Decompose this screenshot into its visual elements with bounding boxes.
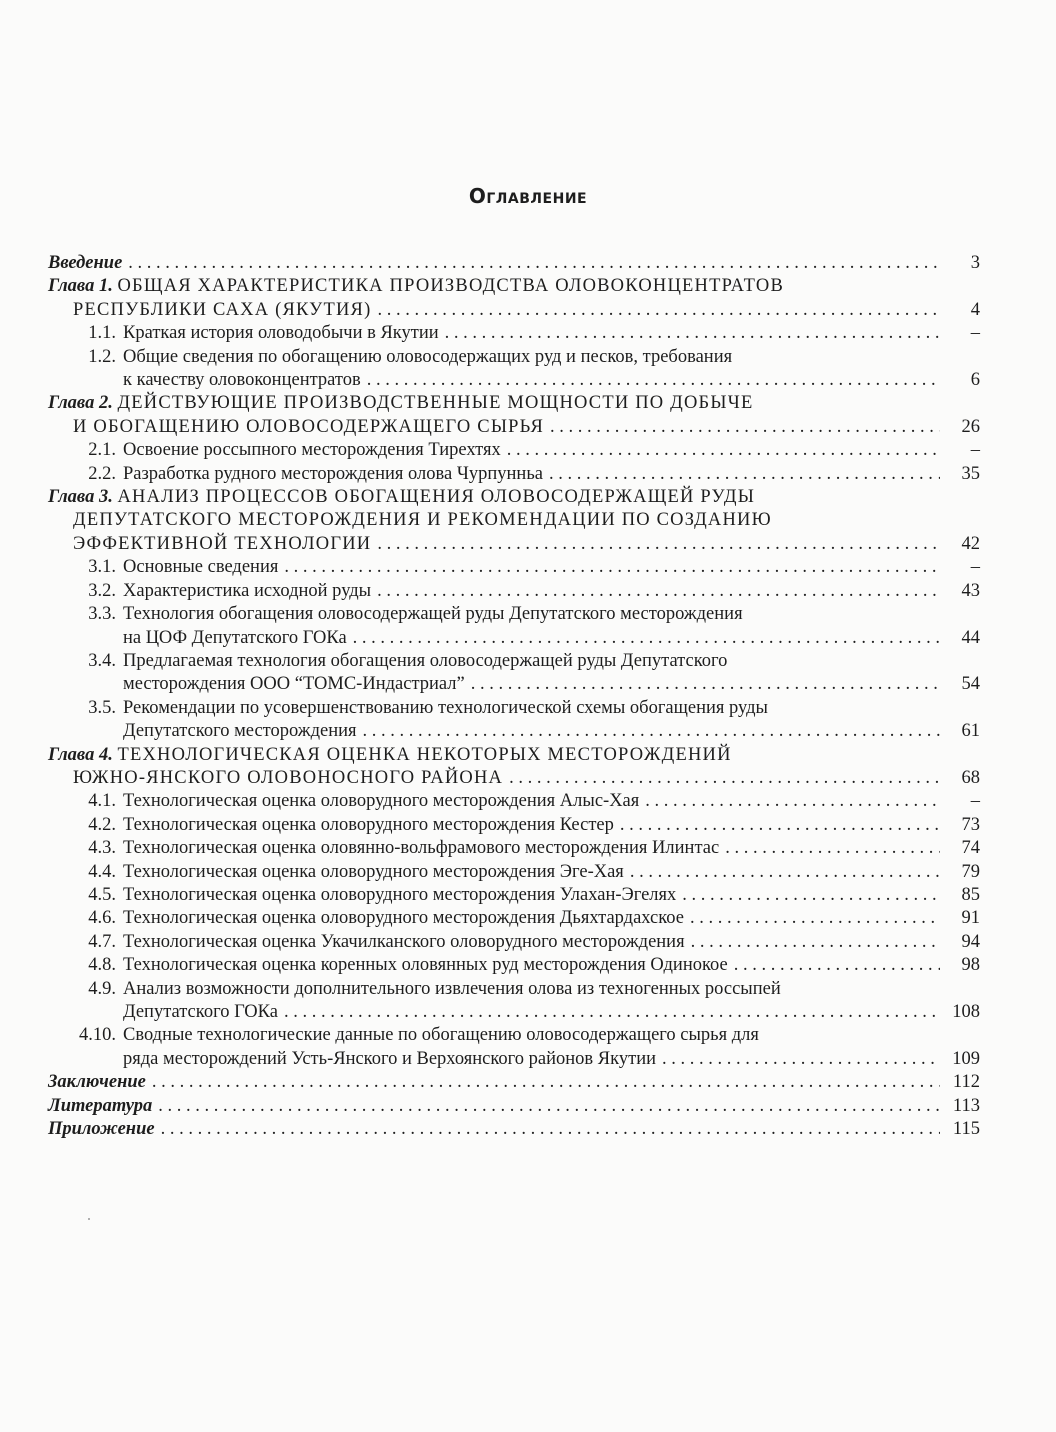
leader-dots (682, 884, 940, 907)
chapter-title-line: И ОБОГАЩЕНИЮ ОЛОВОСОДЕРЖАЩЕГО СЫРЬЯ (73, 416, 545, 437)
chapter-title-line: АНАЛИЗ ПРОЦЕССОВ ОБОГАЩЕНИЯ ОЛОВОСОДЕРЖАЩЕЙ РУДЫ (117, 487, 756, 508)
chapter-title-line: ДЕЙСТВУЮЩИЕ ПРОИЗВОДСТВЕННЫЕ МОЩНОСТИ ПО ДОБЫЧЕ (117, 393, 754, 414)
section-number: 4.7. (88, 931, 116, 952)
leader-dots (691, 931, 940, 954)
leader-dots (377, 580, 940, 603)
section-title-line: Технология обогащения оловосодержащей руды Депутатского месторождения (123, 604, 743, 625)
leader-dots (377, 299, 940, 322)
toc-label: Приложение (48, 1119, 155, 1140)
page-number: 113 (952, 1095, 980, 1116)
page-number: 44 (961, 627, 980, 648)
section-number: 4.6. (88, 908, 116, 929)
leader-dots (645, 790, 940, 813)
leader-dots (158, 1095, 940, 1118)
page-number: 4 (970, 299, 980, 320)
page-number: 109 (952, 1048, 980, 1069)
toc-entry-intro (48, 252, 980, 275)
section-title: Технологическая оценка оловорудного месторождения Алыс-Хая (123, 791, 640, 812)
page-number: 91 (961, 908, 980, 929)
section-title-line: к качеству оловоконцентратов (123, 370, 361, 391)
section-number: 4.1. (88, 791, 116, 812)
page-number: 115 (952, 1119, 980, 1140)
section-title-line: Депутатского месторождения (123, 721, 357, 742)
toc-section-4-5 (48, 884, 980, 907)
leader-dots (509, 767, 940, 790)
toc-section-4-7 (48, 931, 980, 954)
section-title: Технологическая оценка оловорудного месторождения Дьяхтардахское (123, 908, 684, 929)
leader-dots (445, 322, 940, 345)
leader-dots (630, 861, 940, 884)
chapter-label: Глава 2. (48, 393, 113, 414)
page-number: 61 (961, 721, 980, 742)
section-title: Краткая история оловодобычи в Якутии (123, 323, 439, 344)
section-number: 4.3. (88, 838, 116, 859)
chapter-title-line: ЭФФЕКТИВНОЙ ТЕХНОЛОГИИ (73, 533, 372, 554)
page-number: 3 (970, 253, 980, 273)
toc-section-4-6 (48, 907, 980, 930)
toc-section-4-9 (48, 978, 980, 1025)
leader-dots (550, 416, 940, 439)
section-number: 4.2. (88, 814, 116, 835)
print-speck (88, 1218, 90, 1220)
leader-dots (734, 954, 940, 977)
section-number: 1.1. (88, 323, 116, 344)
page-number: – (970, 440, 980, 461)
chapter-title-line: ТЕХНОЛОГИЧЕСКАЯ ОЦЕНКА НЕКОТОРЫХ МЕСТОРОЖДЕНИЙ (117, 744, 732, 765)
chapter-label: Глава 4. (48, 744, 113, 765)
section-number: 4.5. (88, 884, 116, 905)
page-number: – (970, 323, 980, 344)
page-number: 68 (961, 767, 980, 788)
toc-section-3-3 (48, 603, 980, 650)
leader-dots (367, 369, 940, 392)
section-title-line: Рекомендации по усовершенствованию технологической схемы обогащения руды (123, 697, 768, 718)
toc-section-4-3 (48, 837, 980, 860)
toc-section-4-8 (48, 954, 980, 977)
section-title: Технологическая оценка оловорудного месторождения Улахан-Эгелях (123, 884, 677, 905)
toc-label: Введение (48, 253, 123, 273)
toc-section-3-1 (48, 556, 980, 579)
page-number: 6 (970, 370, 980, 391)
toc-section-1-1 (48, 322, 980, 345)
section-number: 3.4. (88, 650, 116, 671)
toc-entry-literature (48, 1095, 980, 1118)
page-number: 85 (961, 884, 980, 905)
section-number: 4.8. (88, 955, 116, 976)
section-title-line: Предлагаемая технология обогащения оловосодержащей руды Депутатского (123, 650, 728, 671)
leader-dots (284, 556, 940, 579)
section-number: 3.1. (88, 557, 116, 578)
section-number: 1.2. (88, 346, 116, 367)
chapter-title-line: ОБЩАЯ ХАРАКТЕРИСТИКА ПРОИЗВОДСТВА ОЛОВОКОНЦЕНТРАТОВ (117, 276, 784, 297)
leader-dots (725, 837, 940, 860)
toc-label: Заключение (48, 1072, 146, 1093)
section-title-line: месторождения ООО “ТОМС-Индастриал” (123, 674, 465, 695)
page-number: – (970, 791, 980, 812)
toc-section-3-4 (48, 650, 980, 697)
toc-section-4-10 (48, 1024, 980, 1071)
leader-dots (620, 814, 940, 837)
page-number: 98 (961, 955, 980, 976)
toc-section-1-2 (48, 346, 980, 393)
page-number: 43 (961, 580, 980, 601)
toc-section-2-2 (48, 463, 980, 486)
toc-section-3-2 (48, 580, 980, 603)
section-number: 4.4. (88, 861, 116, 882)
section-title: Технологическая оценка оловорудного месторождения Эге-Хая (123, 861, 624, 882)
chapter-title-line: ДЕПУТАТСКОГО МЕСТОРОЖДЕНИЯ И РЕКОМЕНДАЦИИ ПО СОЗДАНИЮ (73, 510, 772, 531)
section-number: 2.2. (88, 463, 116, 484)
leader-dots (549, 463, 940, 486)
toc-section-3-5 (48, 697, 980, 744)
leader-dots (152, 1071, 940, 1094)
section-title: Технологическая оценка коренных оловянных руд месторождения Одинокое (123, 955, 728, 976)
section-title: Характеристика исходной руды (123, 580, 372, 601)
toc-label: Литература (48, 1095, 153, 1116)
page-number: 79 (961, 861, 980, 882)
toc-chapter-4 (48, 744, 980, 791)
section-title-line: Депутатского ГОКа (123, 1002, 278, 1022)
toc-section-4-4 (48, 861, 980, 884)
section-title: Технологическая оценка оловорудного месторождения Кестер (123, 814, 614, 835)
leader-dots (471, 673, 940, 696)
page-number: 73 (961, 814, 980, 835)
toc-entry-conclusion (48, 1071, 980, 1094)
toc-section-4-2 (48, 814, 980, 837)
chapter-title-line: ЮЖНО-ЯНСКОГО ОЛОВОНОСНОГО РАЙОНА (73, 767, 504, 788)
section-title-line: Анализ возможности дополнительного извлечения олова из техногенных россыпей (123, 978, 781, 999)
section-title-line: Сводные технологические данные по обогащению оловосодержащего сырья для (123, 1025, 759, 1046)
section-number: 3.2. (88, 580, 116, 601)
page-number: 26 (961, 416, 980, 437)
leader-dots (128, 252, 940, 275)
section-title: Технологическая оценка оловянно-вольфрамового месторождения Илинтас (123, 838, 720, 859)
section-number: 2.1. (88, 440, 116, 461)
leader-dots (507, 439, 940, 462)
leader-dots (690, 907, 940, 930)
page-number: 54 (961, 674, 980, 695)
leader-dots (662, 1048, 940, 1071)
chapter-title-line: РЕСПУБЛИКИ САХА (ЯКУТИЯ) (73, 299, 372, 320)
toc-chapter-2 (48, 392, 980, 439)
leader-dots (353, 627, 940, 650)
section-title: Разработка рудного месторождения олова Чурпунньа (123, 463, 543, 484)
section-title-line: на ЦОФ Депутатского ГОКа (123, 627, 347, 648)
toc-section-4-1 (48, 790, 980, 813)
page-number: 112 (952, 1072, 980, 1093)
toc-chapter-1 (48, 275, 980, 322)
section-title: Технологическая оценка Укачилканского оловорудного месторождения (123, 931, 685, 952)
leader-dots (377, 533, 940, 556)
page-number: 42 (961, 533, 980, 554)
chapter-label: Глава 3. (48, 487, 113, 508)
toc-chapter-3 (48, 486, 980, 556)
chapter-label: Глава 1. (48, 276, 113, 297)
section-number: 3.3. (88, 604, 116, 625)
table-of-contents (48, 252, 980, 1141)
section-number: 4.10. (79, 1025, 116, 1046)
leader-dots (284, 1001, 940, 1024)
section-title-line: ряда месторождений Усть-Янского и Верхоянского районов Якутии (123, 1048, 656, 1069)
page-number: 74 (961, 838, 980, 859)
page-title: Оглавление (468, 184, 588, 208)
section-title-line: Общие сведения по обогащению оловосодержащих руд и песков, требования (123, 346, 733, 367)
page-number: 108 (952, 1002, 980, 1022)
section-title: Основные сведения (123, 557, 279, 578)
page-number: 94 (961, 931, 980, 952)
leader-dots (161, 1118, 940, 1141)
leader-dots (363, 720, 940, 743)
section-number: 3.5. (88, 697, 116, 718)
section-number: 4.9. (88, 978, 116, 999)
toc-section-2-1 (48, 439, 980, 462)
toc-entry-appendix (48, 1118, 980, 1141)
page-number: – (970, 557, 980, 578)
page-number: 35 (961, 463, 980, 484)
section-title: Освоение россыпного месторождения Тирехтях (123, 440, 501, 461)
